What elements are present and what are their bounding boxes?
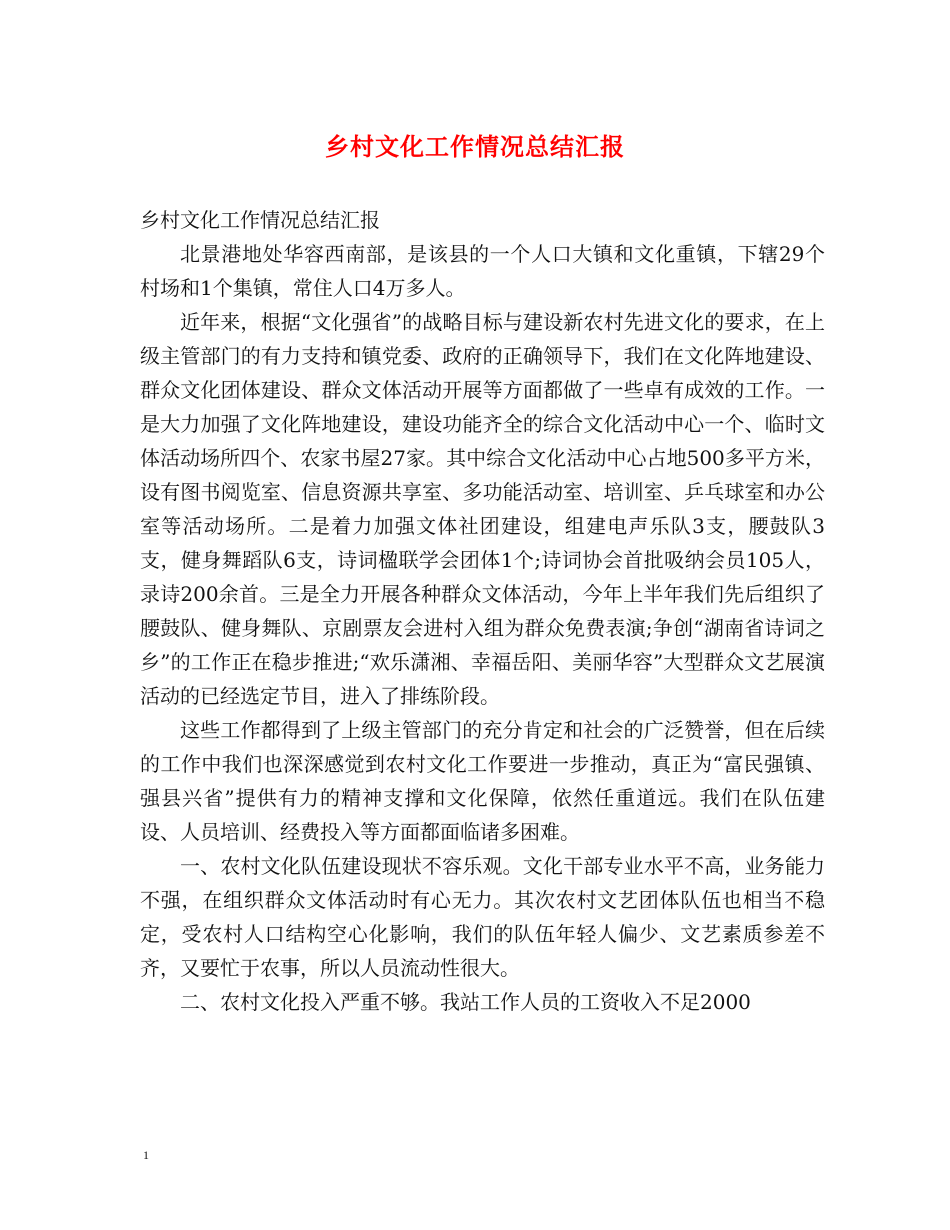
page-number: 1 (143, 1148, 149, 1162)
paragraph-challenges: 这些工作都得到了上级主管部门的充分肯定和社会的广泛赞誉，但在后续的工作中我们也深深感觉到农村文化工作要进一步推动，真正为“富民强镇、强县兴省”提供有力的精神支撑和文化保障，依然任重道远。我们在队伍建设、人员培训、经费投入等方面都面临诸多困难。 (140, 718, 825, 844)
document-body (140, 203, 825, 1019)
document-title: 乡村文化工作情况总结汇报 (325, 132, 625, 161)
document-subtitle: 乡村文化工作情况总结汇报 (140, 208, 380, 232)
paragraph-intro: 北景港地处华容西南部，是该县的一个人口大镇和文化重镇，下辖29个村场和1个集镇，常住人口4万多人。 (140, 242, 825, 300)
paragraph-achievements: 近年来，根据“文化强省”的战略目标与建设新农村先进文化的要求，在上级主管部门的有力支持和镇党委、政府的正确领导下，我们在文化阵地建设、群众文化团体建设、群众文体活动开展等方面都做了一些卓有成效的工作。一是大力加强了文化阵地建设，建设功能齐全的综合文化活动中心一个、临时文体活动场所四个、农家书屋27家。其中综合文化活动中心占地500多平方米，设有图书阅览室、信息资源共享室、多功能活动室、培训室、乒乓球室和办公室等活动场所。二是着力加强文体社团建设，组建电声乐队3支，腰鼓队3支，健身舞蹈队6支，诗词楹联学会团体1个;诗词协会首批吸纳会员105人，录诗200余首。三是全力开展各种群众文体活动，今年上半年我们先后组织了腰鼓队、健身舞队、京剧票友会进村入组为群众免费表演;争创“湖南省诗词之乡”的工作正在稳步推进;“欢乐潇湘、幸福岳阳、美丽华容”大型群众文艺展演活动的已经选定节目，进入了排练阶段。 (140, 310, 825, 708)
paragraph-team-building: 一、农村文化队伍建设现状不容乐观。文化干部专业水平不高，业务能力不强，在组织群众文体活动时有心无力。其次农村文艺团体队伍也相当不稳定，受农村人口结构空心化影响，我们的队伍年轻人偏少、文艺素质参差不齐，又要忙于农事，所以人员流动性很大。 (140, 854, 825, 980)
paragraph-investment: 二、农村文化投入严重不够。我站工作人员的工资收入不足2000 (180, 990, 751, 1014)
